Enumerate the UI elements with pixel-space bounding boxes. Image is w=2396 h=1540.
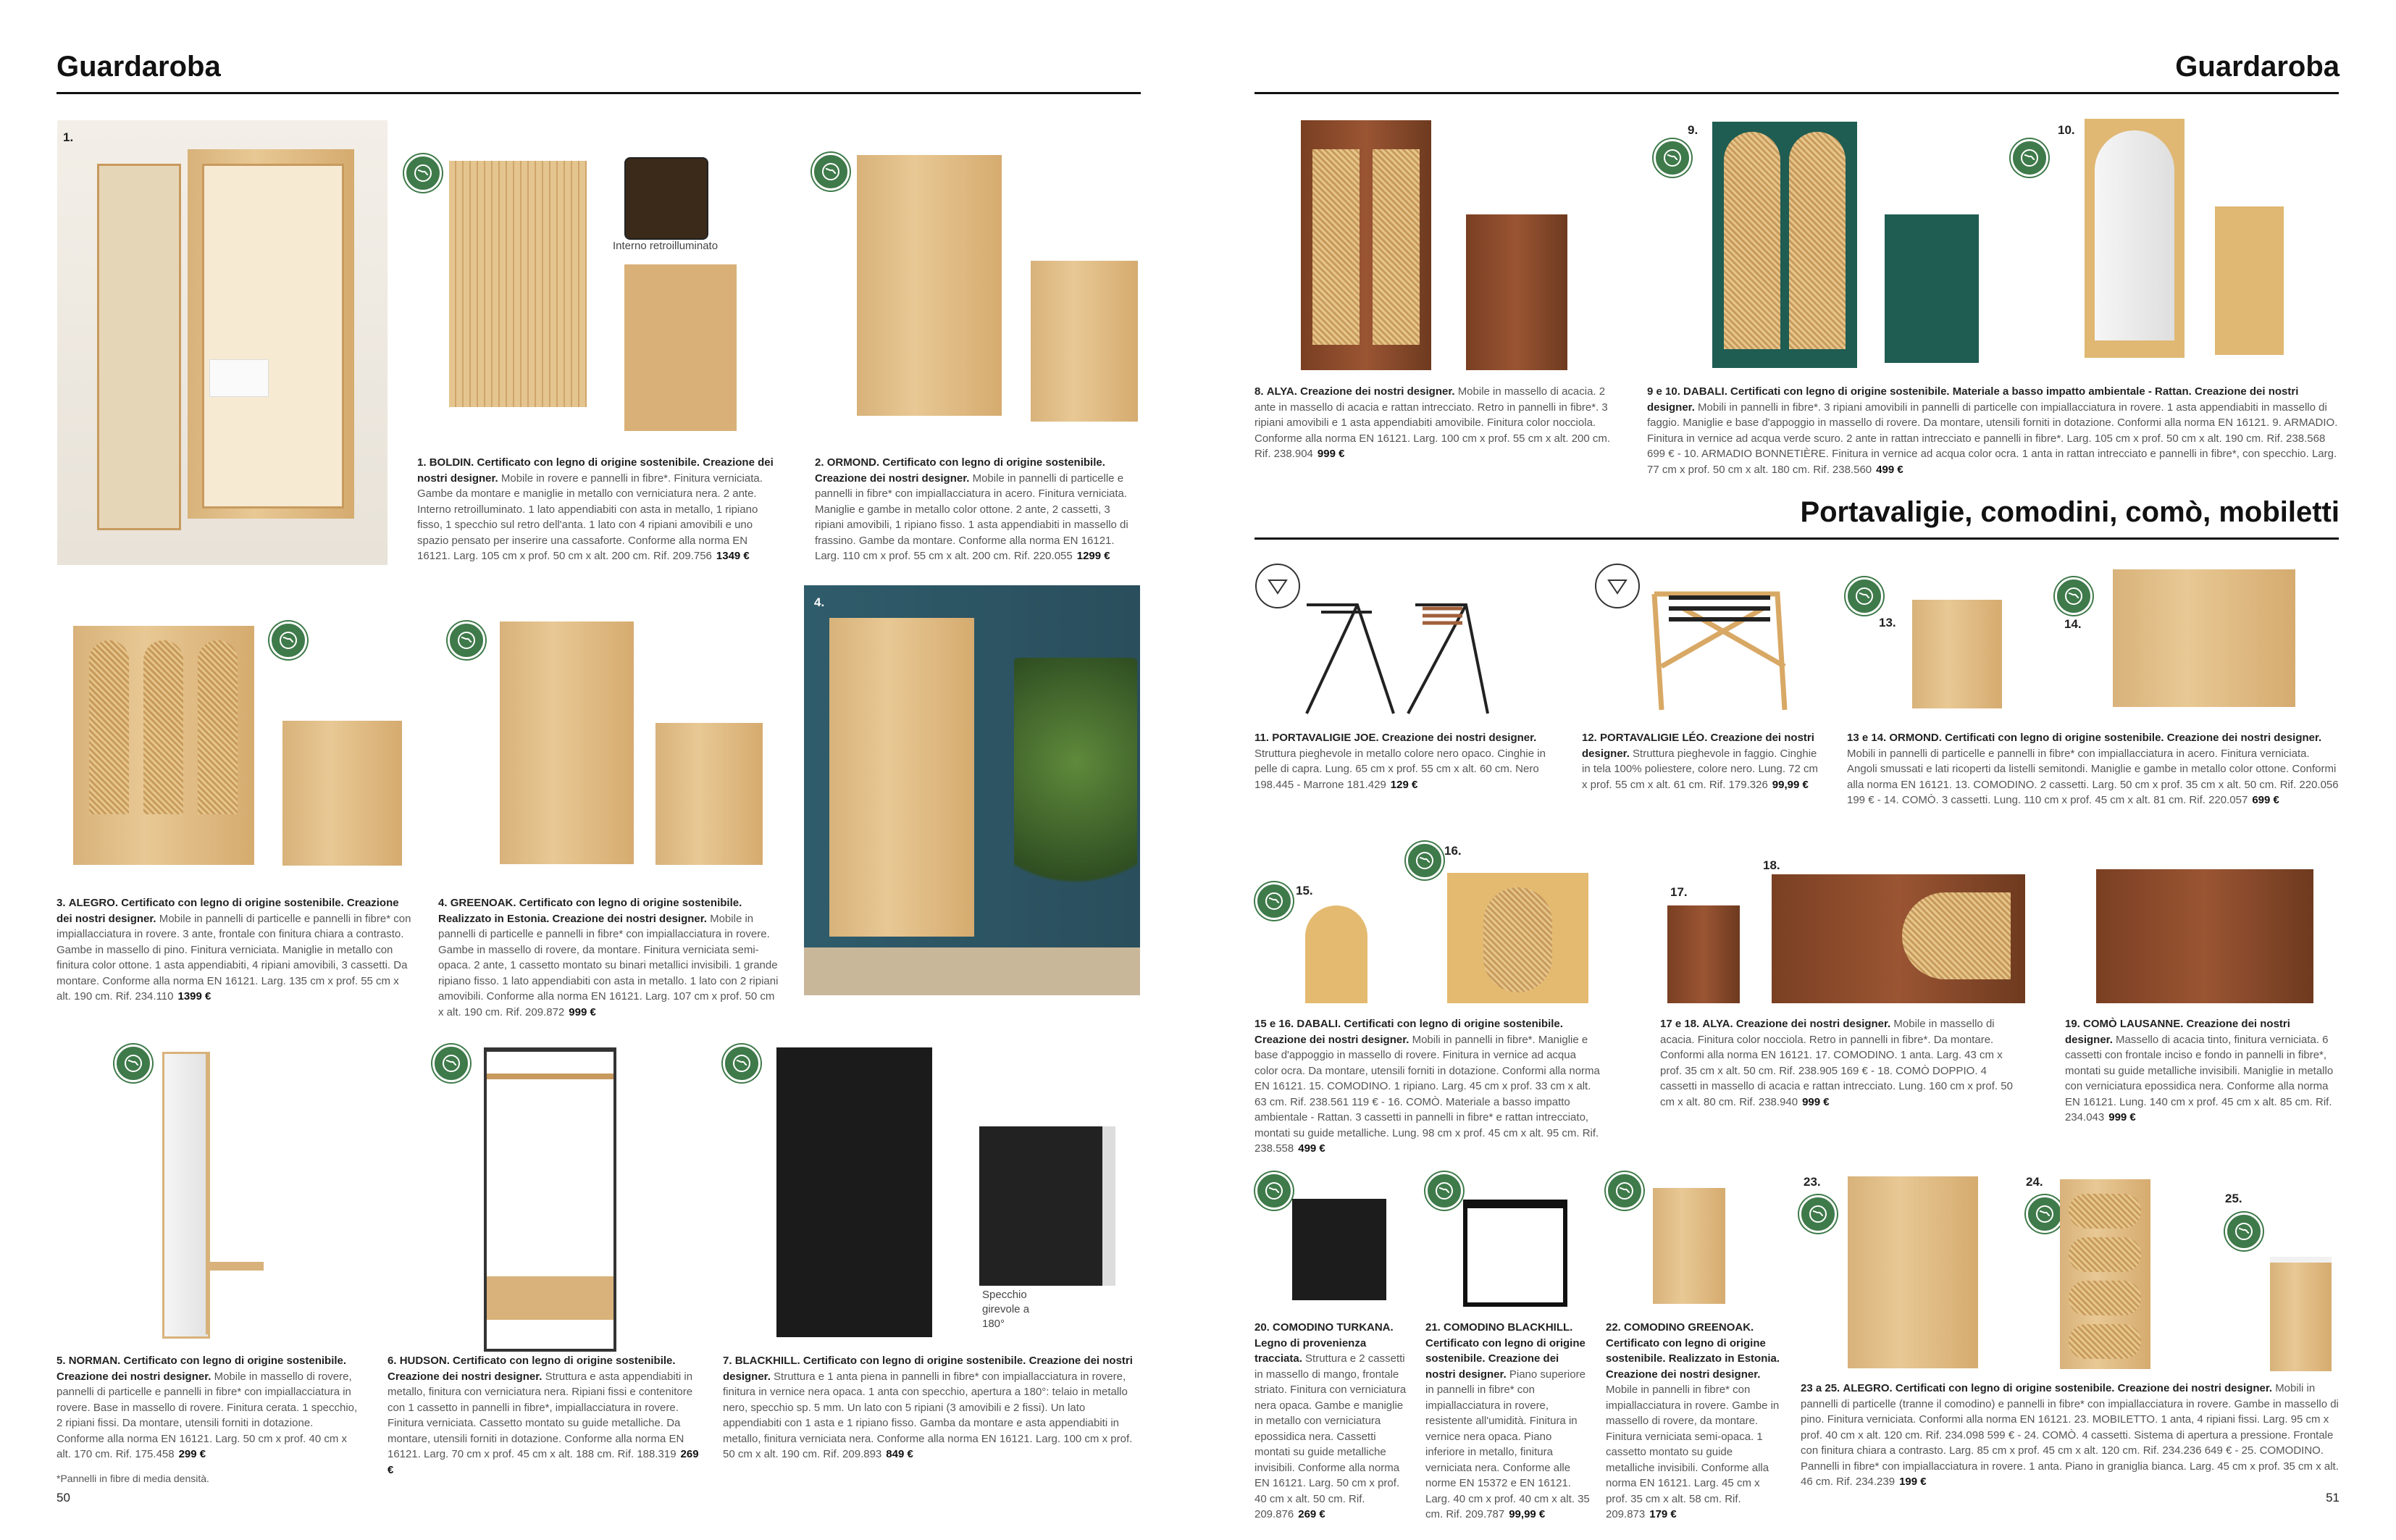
item-number: 17. [1670,885,1688,899]
boldin-wardrobe-image [449,161,587,407]
ormond-chest-image [2113,569,2295,707]
boldin-room-photo [57,120,388,565]
hudson-shelf [487,1074,613,1079]
right-page-heading: Guardaroba [2175,51,2340,83]
eco-globe-icon [404,154,442,192]
left-heading-rule [56,92,1141,94]
eco-globe-icon [812,153,850,191]
greenoak-wardrobe-image [500,622,634,864]
dabali-door-panel [1789,132,1846,349]
page-number-left: 50 [56,1491,70,1505]
boldin-interior-thumb [624,157,708,240]
eco-globe-icon [723,1045,761,1082]
leo-luggage-rack-image [1640,579,1799,717]
blackhill-bedside-image [1463,1200,1567,1307]
item-desc-greenoak: 4. GREENOAK. Certificato con legno di origine sostenibile. Realizzato in Estonia. Creazione dei nostri designer. Mobile in pannelli di particelle e pannelli in fibre* con impiallacciatura in rovere. Gambe in massello di rovere, da montare. Finitura verniciata semi-opaca. 2 ante, 1 cassetto montato su binari metallici invisibili. 1 grande ripiano fisso. 1 lato appendiabiti con asta in metallo. 1 lato con 2 ripiani amovibili. Conforme alla norma EN 16121. Larg. 107 cm x prof. 50 cm x alt. 190 cm. Rif. 209.872 999 € [438,897,779,1018]
eco-globe-icon [2011,139,2048,177]
item-number: 10. [2058,123,2075,137]
alegro-bedside-image [2270,1257,2332,1371]
alegro-open-image [282,721,402,866]
dabali-green-open [1885,214,1979,363]
designer-badge-icon [1595,564,1640,608]
item-desc-greenoak-bedside: 22. COMODINO GREENOAK. Certificato con legno di origine sostenibile. Realizzato in Estonia. Creazione dei nostri designer. Mobile in pannelli in fibre* con impiallacciatura in rovere. Gambe in massello di rovere, da montare. Finitura verniciata semi-opaca. 1 cassetto montato su guide metalliche invisibili. Conforme alla norma EN 16121. Larg. 45 cm x prof. 35 cm x alt. 58 cm. Rif. 209.873 179 € [1606,1321,1780,1520]
alegro-drawer-panel [2069,1324,2141,1359]
dabali-green-wardrobe [1712,122,1857,368]
ormond-bedside-image [1912,600,2002,708]
page-number-right: 51 [2326,1491,2340,1505]
right-heading-rule [1254,92,2339,94]
wardrobe-interior [202,164,344,509]
item-number: 23. [1804,1175,1821,1189]
eco-globe-icon [1425,1172,1463,1210]
alegro-chest-image [2060,1179,2150,1369]
eco-globe-icon [2225,1213,2263,1250]
item-desc-ormond-13-14: 13 e 14. ORMOND. Certificati con legno di origine sostenibile. Creazione dei nostri designer. Mobili in pannelli di particelle e pannelli in fibre* con impiallacciatura in acero. Finitura verniciata. Angoli smussati e lati ricoperti da listelli semitondi. Maniglie e gambe in metallo color ottone. Conformi alla norma EN 16121. 13. COMODINO. 2 cassetti. Larg. 50 cm x prof. 35 cm x alt. 50 cm. Rif. 220.056 199 € - 14. COMÒ. 3 cassetti. Lung. 110 cm x prof. 45 cm x alt. 81 cm. Rif. 220.057 699 € [1847,732,2339,806]
item-number: 13. [1879,616,1896,629]
eco-globe-icon [2026,1195,2064,1233]
mirror [2095,130,2174,340]
alegro-drawer-panel [2069,1194,2141,1229]
dabali-bedside-image [1305,905,1367,1003]
room-plant [1014,658,1137,918]
mirror-caption: Specchio girevole a 180° [982,1289,1030,1330]
blackhill-wardrobe-image [776,1047,932,1337]
section-rule [1254,537,2339,540]
item-desc-blackhill-bedside: 21. COMODINO BLACKHILL. Certificato con legno di origine sostenibile. Creazione dei nostri designer. Piano superiore in pannelli in fibre* con impiallacciatura in rovere, resistente all'umidità. Finitura in vernice nera opaca. Piano inferiore in metallo, finitura verniciata nera. Conforme alle norme EN 15372 e EN 16121. Larg. 40 cm x prof. 40 cm x alt. 35 cm. Rif. 209.787 99,99 € [1425,1321,1590,1520]
dabali-chest-image [1447,873,1588,1003]
left-page-heading: Guardaroba [56,51,221,83]
ormond-open-image [1031,261,1138,422]
boldin-open-image [624,264,737,431]
item-desc-alegro: 3. ALEGRO. Certificato con legno di origine sostenibile. Creazione dei nostri designer. Mobile in pannelli di particelle e pannelli in fibre* con impiallacciatura in rovere. 3 ante, frontale con finitura chiara a contrasto. Gambe in massello di pino. Finitura verniciata. Maniglie in metallo con finitura color ottone. 1 asta appendiabiti, 4 ripiani amovibili, 3 cassetti. Da montare. Conforme alla norma EN 16121. Larg. 135 cm x prof. 55 cm x alt. 190 cm. Rif. 234.110 1399 € [56,897,411,1003]
dabali-rattan-arch [1483,887,1552,992]
item-number: 15. [1296,884,1313,897]
item-desc-lausanne: 19. COMÒ LAUSANNE. Creazione dei nostri designer. Massello di acacia tinto, finitura verniciata. 6 cassetti con frontale inciso e fondo in pannelli in fibre*, montati su guide metalliche invisibili. Maniglie in metallo con verniciatura epossidica nera. Conforme alla norma EN 16121. Lung. 140 cm x prof. 45 cm x alt. 85 cm. Rif. 234.043 999 € [2065,1018,2334,1123]
shelf [206,1262,264,1271]
dabali-ochre-open [2215,206,2284,355]
item-desc-ormond: 2. ORMOND. Certificato con legno di origine sostenibile. Creazione dei nostri designer. Mobile in pannelli di particelle e pannelli in fibre* con impiallacciatura in acero. Finitura verniciata. Maniglie e gambe in metallo color ottone. 2 ante, 2 cassetti, 3 ripiani amovibili, 1 ripiano fisso. 1 asta appendiabiti in massello di frassino. Gambe da montare. Conforme alla norma EN 16121. Larg. 110 cm x prof. 55 cm x alt. 200 cm. Rif. 220.055 1299 € [815,456,1128,562]
alya-bedside-image [1667,905,1740,1003]
eco-globe-icon [1255,1172,1293,1210]
eco-globe-icon [448,622,485,659]
eco-globe-icon [432,1045,470,1082]
item-desc-dabali: 9 e 10. DABALI. Certificati con legno di origine sostenibile. Materiale a basso impatto ambientale - Rattan. Creazione dei nostri designer. Mobili in pannelli in fibre*. 3 ripiani amovibili in pannelli di particelle con impiallacciatura in rovere. 1 asta appendiabiti in massello di faggio. Maniglie e base d'appoggio in massello di rovere. Da montare, utensili forniti in dotazione. Conformi alla norma EN 16121. 9. ARMADIO. Finitura in vernice ad acqua verde scuro. 2 ante in rattan intrecciato e pannelli in fibre*. Larg. 105 cm x prof. 50 cm x alt. 190 cm. Rif. 238.568 699 € - 10. ARMADIO BONNETIÈRE. Finitura in vernice ad acqua color ocra. 1 anta in rattan intrecciato e pannelli in fibre*, con specchio. Larg. 77 cm x prof. 50 cm x alt. 180 cm. Rif. 238.560 499 € [1647,385,2338,476]
alya-open-image [1466,214,1567,370]
right-page [1198,0,2396,1540]
alya-double-chest-image [1772,874,2025,1003]
norman-mirror-image [162,1052,271,1334]
item-desc-joe: 11. PORTAVALIGIE JOE. Creazione dei nostri designer. Struttura pieghevole in metallo colore nero opaco. Cinghie in pelle di capra. Lung. 65 cm x prof. 55 cm x alt. 60 cm. Nero 198.445 - Marrone 181.429 129 € [1254,732,1546,791]
alegro-wardrobe-image [73,626,254,865]
item-desc-hudson: 6. HUDSON. Certificato con legno di origine sostenibile. Creazione dei nostri designer. Struttura e asta appendiabiti in metallo, finitura con verniciatura nera. Ripiani fissi e contenitore con 1 cassetto in pannelli in fibre*, impiallacciatura in rovere. Finitura verniciata. Cassetto montato su guide metalliche. Da montare, utensili forniti in dotazione. Conforme alla norma EN 16121. Larg. 70 cm x prof. 45 cm x alt. 188 cm. Rif. 188.319 269 € [388,1355,699,1476]
blackhill-open-image [979,1126,1115,1286]
eco-globe-icon [1406,842,1444,879]
hudson-drawer [487,1276,613,1320]
backlit-caption: Interno retroilluminato [613,240,719,252]
clothes [209,359,269,397]
greenoak-room-photo [804,585,1140,995]
dabali-door-panel [1724,132,1780,349]
luggage-rack-drawing [1292,583,1495,721]
greenoak-bedside-image [1653,1188,1725,1304]
item-number: 9. [1688,123,1698,137]
item-desc-turkana: 20. COMODINO TURKANA. Legno di provenienza tracciata. Struttura e 2 cassetti in massello di mango, frontale striato. Finitura con verniciatura nera opaca. Gambe e maniglie in metallo con verniciatura epossidica nera. Cassetti montati su guide metalliche invisibili. Conforme alla norma EN 16121. Larg. 50 cm x prof. 40 cm x alt. 50 cm. Rif. 209.876 269 € [1254,1321,1407,1520]
alegro-door-panel [143,640,183,814]
eco-globe-icon [2055,577,2093,615]
item-number: 25. [2225,1192,2242,1205]
alegro-door-panel [89,640,129,814]
item-desc-blackhill: 7. BLACKHILL. Certificato con legno di origine sostenibile. Creazione dei nostri designer. Struttura e 1 anta piena in pannelli in fibre* con impiallacciatura in rovere, finitura in vernice nera opaca. 1 anta con specchio, apertura a 180°: telaio in metallo nero, specchio sp. 5 mm. Un lato con 5 ripiani (3 amovibili e 2 fissi). Un lato appendiabiti con 1 asta e 1 ripiano fisso. Gamba da montare e asta appendiabiti in metallo, finitura verniciata nera. Conforme alla norma EN 16121. Larg. 100 cm x prof. 50 cm x alt. 190 cm. Rif. 209.893 849 € [723,1355,1133,1460]
item-desc-norman: 5. NORMAN. Certificato con legno di origine sostenibile. Creazione dei nostri designer. Mobile in massello di rovere, pannelli di particelle e pannelli in fibre* con impiallacciatura in rovere. Base in massello di rovere. Finitura cerata. 1 specchio, 2 ripiani fissi. Da montare, utensili forniti in dotazione. Conforme alla norma EN 16121. Larg. 50 cm x prof. 40 cm x alt. 170 cm. Rif. 175.458 299 € [56,1355,358,1460]
alegro-drawer-panel [2069,1237,2141,1272]
alegro-drawer-panel [2069,1281,2141,1315]
footnote: *Pannelli in fibre di media densità. [56,1473,209,1484]
item-desc-alya: 8. ALYA. Creazione dei nostri designer. Mobile in massello di acacia. 2 ante in massello di acacia e rattan intrecciato. Retro in pannelli in fibre*. 3 ripiani amovibili e 1 asta appendiabiti amovibile. Finitura color nocciola. Conforme alla norma EN 16121. Larg. 100 cm x prof. 55 cm x alt. 200 cm. Rif. 238.904 999 € [1254,385,1611,460]
alya-door-panel [1312,149,1360,345]
joe-luggage-rack-image [1292,583,1495,721]
eco-globe-icon [1606,1172,1643,1210]
room-floor [804,947,1140,995]
eco-globe-icon [1255,882,1293,920]
eco-globe-icon [114,1045,152,1082]
alegro-cabinet-image [1848,1176,1978,1368]
item-number: 18. [1763,858,1780,872]
alya-rattan-drawer [1902,892,2011,979]
lausanne-chest-image [2096,869,2313,1003]
greenoak-open-image [655,723,763,865]
alegro-door-panel [198,640,238,814]
eco-globe-icon [1799,1195,1837,1233]
hudson-rack-image [484,1047,616,1352]
alya-wardrobe-image [1301,120,1431,370]
item-desc-alegro-23-25: 23 a 25. ALEGRO. Certificati con legno di origine sostenibile. Creazione dei nostri designer. Mobili in pannelli di particelle (tranne il comodino) e pannelli in fibre* con impiallacciatura in rovere. Gambe in massello di pino. Finitura verniciata. Conformi alla norma EN 16121. 23. MOBILETTO. 1 anta, 4 ripiani fissi. Larg. 95 cm x prof. 40 cm x alt. 120 cm. Rif. 234.098 599 € - 24. COMÒ. 4 cassetti. Sistema di apertura a pressione. Frontale con finitura chiara a contrasto. Larg. 85 cm x prof. 45 cm x alt. 120 cm. Rif. 234.236 649 € - 25. COMODINO. Pannelli in fibre* con impiallacciatura in rovere. 1 anta. Piano in graniglia bianca. Larg. 45 cm x prof. 35 cm x alt. 46 cm. Rif. 234.239 199 € [1801,1382,2339,1488]
eco-globe-icon [1846,577,1883,615]
eco-globe-icon [1654,139,1691,177]
ormond-wardrobe-image [857,155,1002,416]
turkana-bedside-image [1292,1199,1386,1300]
section-heading-portavaligie: Portavaligie, comodini, comò, mobiletti [1800,496,2340,528]
item-desc-dabali-15-16: 15 e 16. DABALI. Certificati con legno di origine sostenibile. Creazione dei nostri designer. Mobili in pannelli in fibre*. Maniglie e base d'appoggio in massello di rovere. Finitura in vernice ad acqua color ocra. Da montare, utensili forniti in dotazione. Conformi alla norma EN 16121. 15. COMODINO. 1 ripiano. Larg. 45 cm x prof. 33 cm x alt. 63 cm. Rif. 238.561 119 € - 16. COMÒ. Materiale a basso impatto ambientale - Rattan. 3 cassetti in pannelli in fibre* e rattan intrecciato, montati su guide metalliche. Lung. 98 cm x prof. 45 cm x alt. 95 cm. Rif. 238.558 499 € [1254,1018,1600,1155]
dabali-ochre-bonnetiere [2085,119,2185,358]
item-number: 14. [2064,617,2082,631]
shelf-frame [206,1052,209,1334]
room-wardrobe [829,618,974,937]
item-desc-leo: 12. PORTAVALIGIE LÉO. Creazione dei nostri designer. Struttura pieghevole in faggio. Cinghie in tela 100% poliestere, colore nero. Lung. 72 cm x prof. 55 cm x alt. 61 cm. Rif. 179.326 99,99 € [1582,732,1819,791]
item-number: 1. [63,130,74,144]
item-number: 4. [814,595,825,609]
luggage-rack-drawing [1640,579,1799,717]
open-door [97,164,181,530]
item-desc-alya-17-18: 17 e 18. ALYA. Creazione dei nostri designer. Mobile in massello di acacia. Finitura color nocciola. Retro in pannelli in fibre*. Da montare. Conformi alla norma EN 16121. 17. COMODINO. 1 anta. Larg. 43 cm x prof. 35 cm x alt. 50 cm. Rif. 238.905 169 € - 18. COMÒ DOPPIO. 4 cassetti in massello di acacia e rattan intrecciato. Lung. 160 cm x prof. 50 cm x alt. 80 cm. Rif. 238.940 999 € [1660,1018,2013,1108]
item-number: 16. [1444,844,1462,858]
eco-globe-icon [269,622,307,659]
item-number: 24. [2026,1175,2043,1189]
mirror [162,1052,210,1339]
item-desc-boldin: 1. BOLDIN. Certificato con legno di origine sostenibile. Creazione dei nostri designer. Mobile in rovere e pannelli in fibre*. Finitura verniciata. Gambe da montare e maniglie in metallo con verniciatura nera. 2 ante. Interno retroilluminato. 1 lato appendiabiti con asta in metallo, 1 ripiano fisso, 1 specchio sul retro dell'anta. 1 lato con 4 ripiani amovibili e uno spazio pensato per inserire una cassaforte. Conforme alla norma EN 16121. Larg. 105 cm x prof. 50 cm x alt. 200 cm. Rif. 209.756 1349 € [417,456,774,562]
alya-door-panel [1373,149,1420,345]
